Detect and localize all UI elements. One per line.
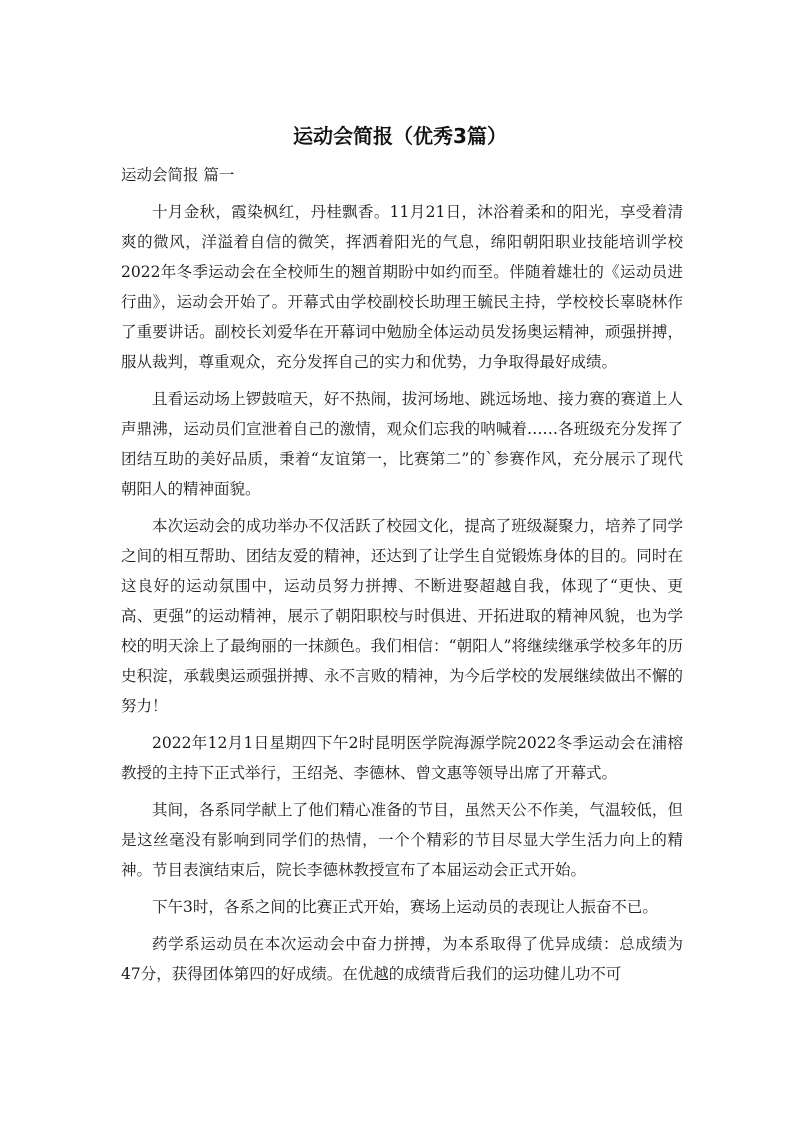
paragraph: 2022年12月1日星期四下午2时昆明医学院海源学院2022冬季运动会在浦榕教授的主持下正式举行，王绍尧、李德林、曾文惠等领导出席了开幕式。 [121, 734, 683, 782]
paragraph: 药学系运动员在本次运动会中奋力拼搏，为本系取得了优异成绩：总成绩为47分，获得团体第四的好成绩。在优越的成绩背后我们的运功健儿功不可 [121, 935, 683, 983]
paragraph: 本次运动会的成功举办不仅活跃了校园文化，提高了班级凝聚力，培养了同学之间的相互帮助、团结友爱的精神，还达到了让学生自觉锻炼身体的目的。同时在这良好的运动氛围中，运动员努力拼搏、不断进娶超越自我，体现了“更快、更高、更强”的运动精神，展示了朝阳职校与时俱进、开拓进取的精神风貌，也为学校的明天涂上了最绚丽的一抹颜色。我们相信：“朝阳人”将继续继承学校多年的历史积淀，承载奥运顽强拼搏、永不言败的精神，为今后学校的发展继续做出不懈的努力！ [121, 517, 683, 715]
section-heading: 运动会简报 篇一 [121, 166, 235, 184]
paragraph: 且看运动场上锣鼓喧天，好不热闹，拔河场地、跳远场地、接力赛的赛道上人声鼎沸，运动员们宣泄着自己的激情，观众们忘我的呐喊着……各班级充分发挥了团结互助的美好品质，秉着“友谊第一，比赛第二”的`参赛作风，充分展示了现代朝阳人的精神面貌。 [121, 390, 683, 498]
document-body [121, 160, 683, 989]
document-title: 运动会简报（优秀3篇） [293, 124, 507, 148]
paragraph: 十月金秋，霞染枫红，丹桂飘香。11月21日，沐浴着柔和的阳光，享受着清爽的微风，洋溢着自信的微笑，挥洒着阳光的气息，绵阳朝阳职业技能培训学校2022年冬季运动会在全校师生的翘首期盼中如约而至。伴随着雄壮的《运动员进行曲》，运动会开始了。开幕式由学校副校长助理王毓民主持，学校校长辜晓林作了重要讲话。副校长刘爱华在开幕词中勉励全体运动员发扬奥运精神，顽强拼搏，服从裁判，尊重观众，充分发挥自己的实力和优势，力争取得最好成绩。 [121, 203, 683, 371]
paragraph: 下午3时，各系之间的比赛正式开始，赛场上运动员的表现让人振奋不已。 [152, 898, 658, 916]
paragraph: 其间，各系同学献上了他们精心准备的节目，虽然天公不作美，气温较低，但是这丝毫没有影响到同学们的热情，一个个精彩的节目尽显大学生活力向上的精神。节目表演结束后，院长李德林教授宣布了本届运动会正式开始。 [121, 801, 683, 879]
